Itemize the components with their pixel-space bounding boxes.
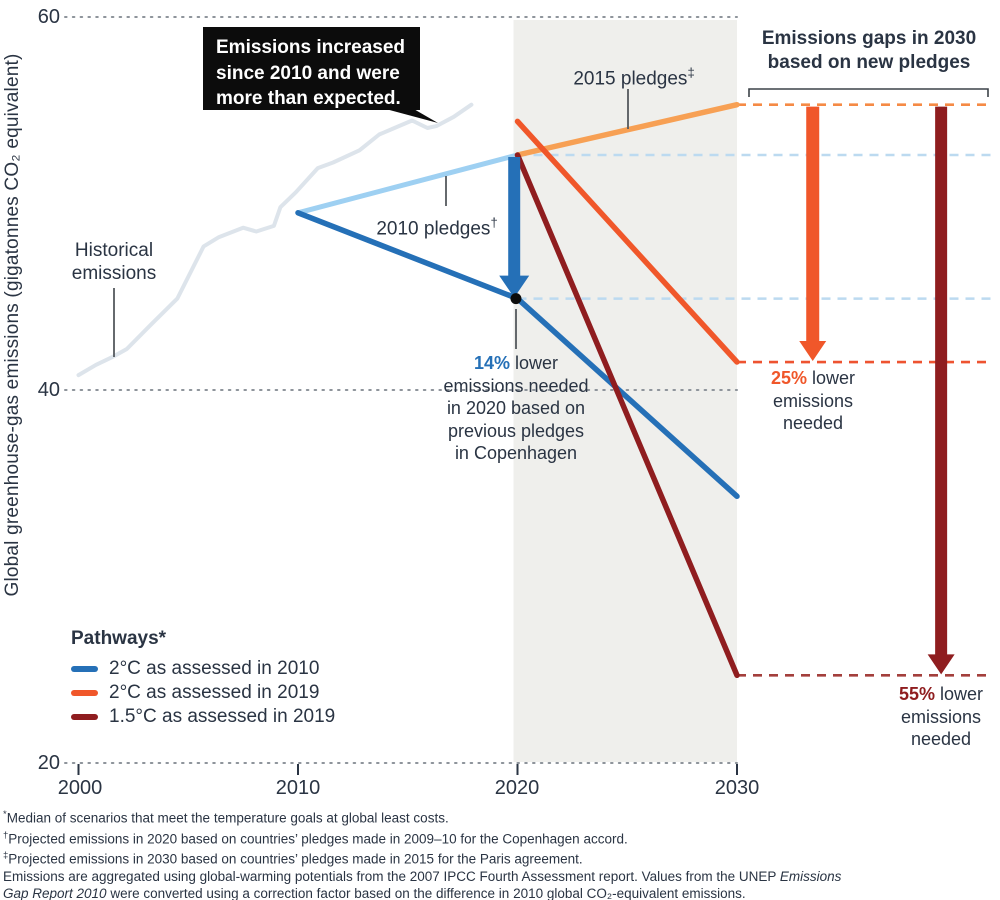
pathways-legend [71,628,335,729]
legend-items [71,657,335,729]
footnote-line: Gap Report 2010 were converted using a correction factor based on the difference in 2010 global CO₂-equivalent emissions. [3,885,746,900]
legend-item [71,681,335,705]
y-tick-20: 20 [37,752,60,774]
pledge-point-marker [510,293,521,304]
pledges-2015-label: 2015 pledges‡ [573,65,695,90]
footnote-line: *Median of scenarios that meet the temperature goals at global least costs. [3,809,449,826]
pledges-2010-label: 2010 pledges† [376,215,498,240]
footnote-line: Emissions are aggregated using global-warming potentials from the 2007 IPCC Fourth Assessment report. Values from the UNEP Emissions [3,868,842,884]
arrow-gap-2030-2c [799,107,826,361]
x-axis-ticks [79,764,738,775]
gap-2030-1p5c-annotation: 55% lower emissions needed [898,684,984,749]
gap-bracket [749,89,988,97]
y-axis-label: Global greenhouse-gas emissions (gigatonnes CO₂ equivalent) [2,53,23,597]
x-tick-2020: 2020 [494,777,540,799]
gap-2030-2c-annotation: 25% lower emissions needed [770,368,856,433]
legend-item [71,657,335,681]
legend-swatch-icon [71,690,98,696]
legend-item [71,705,335,729]
gap-percent-value: 14% [473,353,510,373]
legend-swatch-icon [71,666,98,672]
x-tick-2000: 2000 [57,777,103,799]
legend-title: Pathways* [71,628,167,649]
legend-item-label: 1.5°C as assessed in 2019 [109,706,336,727]
y-tick-40: 40 [37,379,60,401]
legend-item-label: 2°C as assessed in 2010 [109,658,320,679]
arrow-gap-2030-1p5c [928,107,955,675]
double-dagger-icon: ‡ [687,65,695,80]
dagger-icon: † [490,215,498,230]
gap-percent-value: 25% [770,368,808,388]
callout-emissions-increased: Emissions increased since 2010 and were more than expected. [203,27,420,110]
legend-swatch-icon [71,714,98,720]
gap-2020-annotation: 14% lower emissions needed in 2020 based on previous pledges in Copenhagen [443,353,589,463]
x-tick-2010: 2010 [275,777,321,799]
footnote-line: †Projected emissions in 2020 based on countries’ pledges made in 2009–10 for the Copenhagen accord. [3,829,628,846]
gap-2030-header: Emissions gaps in 2030 based on new pledges [761,28,977,73]
x-tick-2030: 2030 [714,777,760,799]
footnote-line: ‡Projected emissions in 2030 based on countries’ pledges made in 2015 for the Paris agreement. [3,850,583,867]
y-tick-60: 60 [37,6,60,28]
historical-emissions-label: Historical emissions [71,240,157,284]
gap-percent-value: 55% [898,684,936,704]
footnotes [3,806,841,900]
legend-item-label: 2°C as assessed in 2019 [109,682,320,703]
